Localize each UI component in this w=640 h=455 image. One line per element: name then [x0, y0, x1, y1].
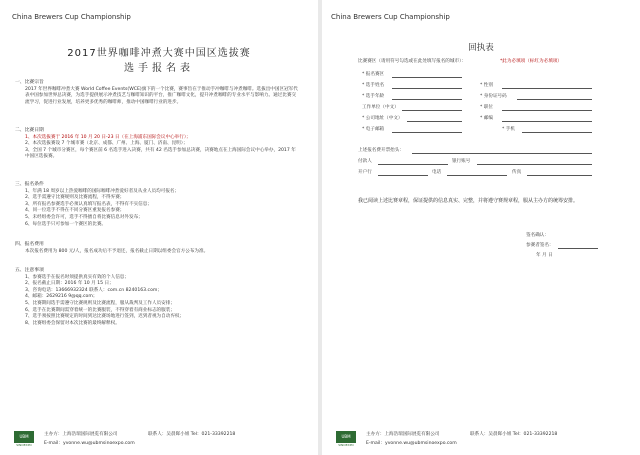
condition-item: 2、选手需遵守比赛规则及比赛流程，不得弃赛；	[25, 195, 125, 201]
note-item: 4、邮箱：2629216 9@qq.com；	[25, 294, 98, 300]
footer-organizer: 主办方：上海浩瑞国际展览有限公司	[366, 432, 440, 437]
condition-item: 4、同一位选手不得在不同分赛区重复报名参赛；	[25, 208, 125, 214]
footer-contact: 联系人：吴晨晖小姐 Tel：021-33392218	[148, 432, 236, 437]
section-text: 2017 年世界咖啡冲煮大赛 World Coffee Events(WCE)旗下的一个比赛，赛事旨在于推动手冲咖啡与冲煮咖啡。选拔出中国区冠军代表中国参加世界总决赛，为选手提供展示冲煮技艺与咖啡知识的平台，推广咖啡文化，提升冲煮咖啡的专业水平与影响力。通过比赛交流学习，促进行业发展，培养更多优秀的咖啡师，推动中国咖啡行业的进步。	[25, 86, 298, 105]
field-line[interactable]	[407, 121, 462, 122]
declaration-text: 我已阅读上述比赛章程，保证提供的信息真实、完整，并将遵守赛规章程，服从主办方的统筹安排。	[358, 198, 579, 204]
date-item: 2、本次选拔赛设 7 个城市赛（北京、成都、广州、上海、厦门、济南、昆明）；	[25, 141, 188, 147]
note-item: 6、选手在比赛期间需穿着统一的比赛服装，不得穿着有商业标志的服装；	[25, 307, 175, 313]
section-heading: 四、报名费用	[15, 242, 44, 247]
section-heading: 二、比赛日期	[15, 128, 44, 133]
ubm-logo	[336, 431, 356, 449]
required-note: *此为必填项（标红为必填项）	[500, 59, 563, 64]
signature-line[interactable]	[558, 248, 598, 249]
field-line[interactable]	[447, 175, 507, 176]
logo-subtext: SINOEXPO	[16, 443, 32, 447]
section-heading: 三、报名条件	[15, 182, 44, 187]
phone-label: 电话	[432, 170, 442, 175]
field-line[interactable]	[517, 99, 592, 100]
bank-label: 开户行	[358, 170, 372, 175]
field-line[interactable]	[527, 175, 592, 176]
section-notes	[15, 268, 300, 327]
footer-contact: 联系人：吴晨晖小姐 Tel：021-33392218	[470, 432, 558, 437]
field-label-position: * 职位	[480, 105, 493, 110]
field-label-region: * 报名赛区	[362, 72, 385, 77]
field-line[interactable]	[402, 110, 462, 111]
section-fee	[15, 242, 300, 255]
date-item: 1、本次选拔赛于 2016 年 10 月 20 日-23 日（在上海浦东国际会议中心举行）；	[25, 134, 191, 140]
region-instruction: 比赛赛区（请用符号勾选或在此处填写报名的城市）：	[358, 59, 466, 64]
logo-mark: UBM	[14, 431, 34, 443]
ubm-logo	[14, 431, 34, 449]
field-line[interactable]	[522, 132, 592, 133]
entry-form-page	[0, 0, 318, 455]
condition-item: 6、每位选手只可参加一个赛区的比赛。	[25, 221, 107, 227]
payee-label: 付款人	[358, 159, 372, 164]
section-heading: 一、比赛宗旨	[15, 80, 44, 85]
footer-organizer: 主办方：上海浩瑞国际展览有限公司	[44, 432, 118, 437]
section-text: 本次报名费用为 800 元/人，报名成功后不予退还，报名截止日期以组委会官方公布为准。	[25, 248, 209, 254]
field-label-company: 工作单位（中文）	[362, 105, 399, 110]
fax-label: 传真	[512, 170, 522, 175]
field-label-email: * 电子邮箱	[362, 127, 385, 132]
page-header: China Brewers Cup Championship	[12, 13, 131, 21]
section-dates	[15, 128, 300, 161]
field-line[interactable]	[502, 110, 592, 111]
field-line[interactable]	[392, 88, 462, 89]
section-heading: 五、注意事项	[15, 268, 44, 273]
condition-item: 5、未经组委会许可，选手不得擅自将比赛信息对外发布；	[25, 214, 143, 220]
receipt-title: 回执表	[468, 43, 494, 53]
field-label-mobile: * 手机	[502, 127, 515, 132]
field-label-id: * 身份证号码	[480, 94, 507, 99]
field-line[interactable]	[477, 164, 592, 165]
receipt-form-page	[322, 0, 640, 455]
signature-label: 参赛者签名：	[526, 243, 554, 248]
account-label: 银行账号	[452, 159, 471, 164]
footer-email: E-mail：yvonne.wu@ubmsinoexpo.com	[366, 441, 457, 446]
field-label-postcode: * 邮编	[480, 116, 493, 121]
logo-mark: UBM	[336, 431, 356, 443]
field-line[interactable]	[412, 153, 592, 154]
note-item: 7、选手须按照比赛规定的时间到达比赛场地进行签到，迟到者视为自动弃权；	[25, 314, 185, 320]
note-item: 1、参赛选手在报名时须提供真实有效的个人信息；	[25, 274, 129, 280]
page-footer	[0, 425, 318, 455]
field-line[interactable]	[378, 175, 428, 176]
field-line[interactable]	[392, 99, 462, 100]
document-title: 2017世界咖啡冲煮大赛中国区选拔赛	[67, 48, 251, 59]
section-purpose	[15, 80, 300, 106]
condition-item: 3、所有报名参赛选手必须认真填写报名表，不得有不实信息；	[25, 201, 152, 207]
document-subtitle: 选手报名表	[124, 63, 194, 74]
note-item: 5、比赛期间选手需遵守比赛规则及比赛流程，服从裁判及工作人员安排；	[25, 300, 175, 306]
page-header: China Brewers Cup Championship	[331, 13, 450, 21]
field-line[interactable]	[392, 132, 462, 133]
field-label-name: * 选手姓名	[362, 83, 385, 88]
invoice-title-label: 上述报名费开票抬头：	[358, 148, 404, 153]
footer-email: E-mail：yvonne.wu@ubmsinoexpo.com	[44, 441, 135, 446]
note-item: 3、咨询电话：13666932324 联系人：com.cn 8240163.com；	[25, 287, 162, 293]
field-label-gender: * 性别	[480, 83, 493, 88]
condition-item: 1、年满 18 周岁以上热爱咖啡的国际咖啡冲煮爱好者及从业人员均可报名；	[25, 188, 180, 194]
sign-confirm-label: 签名确认：	[526, 233, 549, 238]
note-item: 8、比赛组委会保留对本次比赛的最终解释权。	[25, 320, 120, 326]
note-item: 2、报名截止日期：2016 年 10 月 15 日；	[25, 281, 114, 287]
field-line[interactable]	[392, 77, 462, 78]
page-footer	[322, 425, 640, 455]
field-label-age: * 选手年龄	[362, 94, 385, 99]
field-line[interactable]	[502, 88, 592, 89]
field-line[interactable]	[502, 121, 592, 122]
date-line: 年 月 日	[536, 253, 553, 258]
field-line[interactable]	[378, 164, 448, 165]
field-label-address: * 公司地址（中文）	[362, 116, 403, 121]
logo-subtext: SINOEXPO	[338, 443, 354, 447]
section-conditions	[15, 182, 300, 228]
date-item: 3、全国 7 个城市分赛区，每个赛区前 6 名选手进入决赛，共有 42 名选手参加总决赛，决赛地点在上海国际会议中心举办，2017 年中国区选拔赛。	[25, 147, 296, 160]
